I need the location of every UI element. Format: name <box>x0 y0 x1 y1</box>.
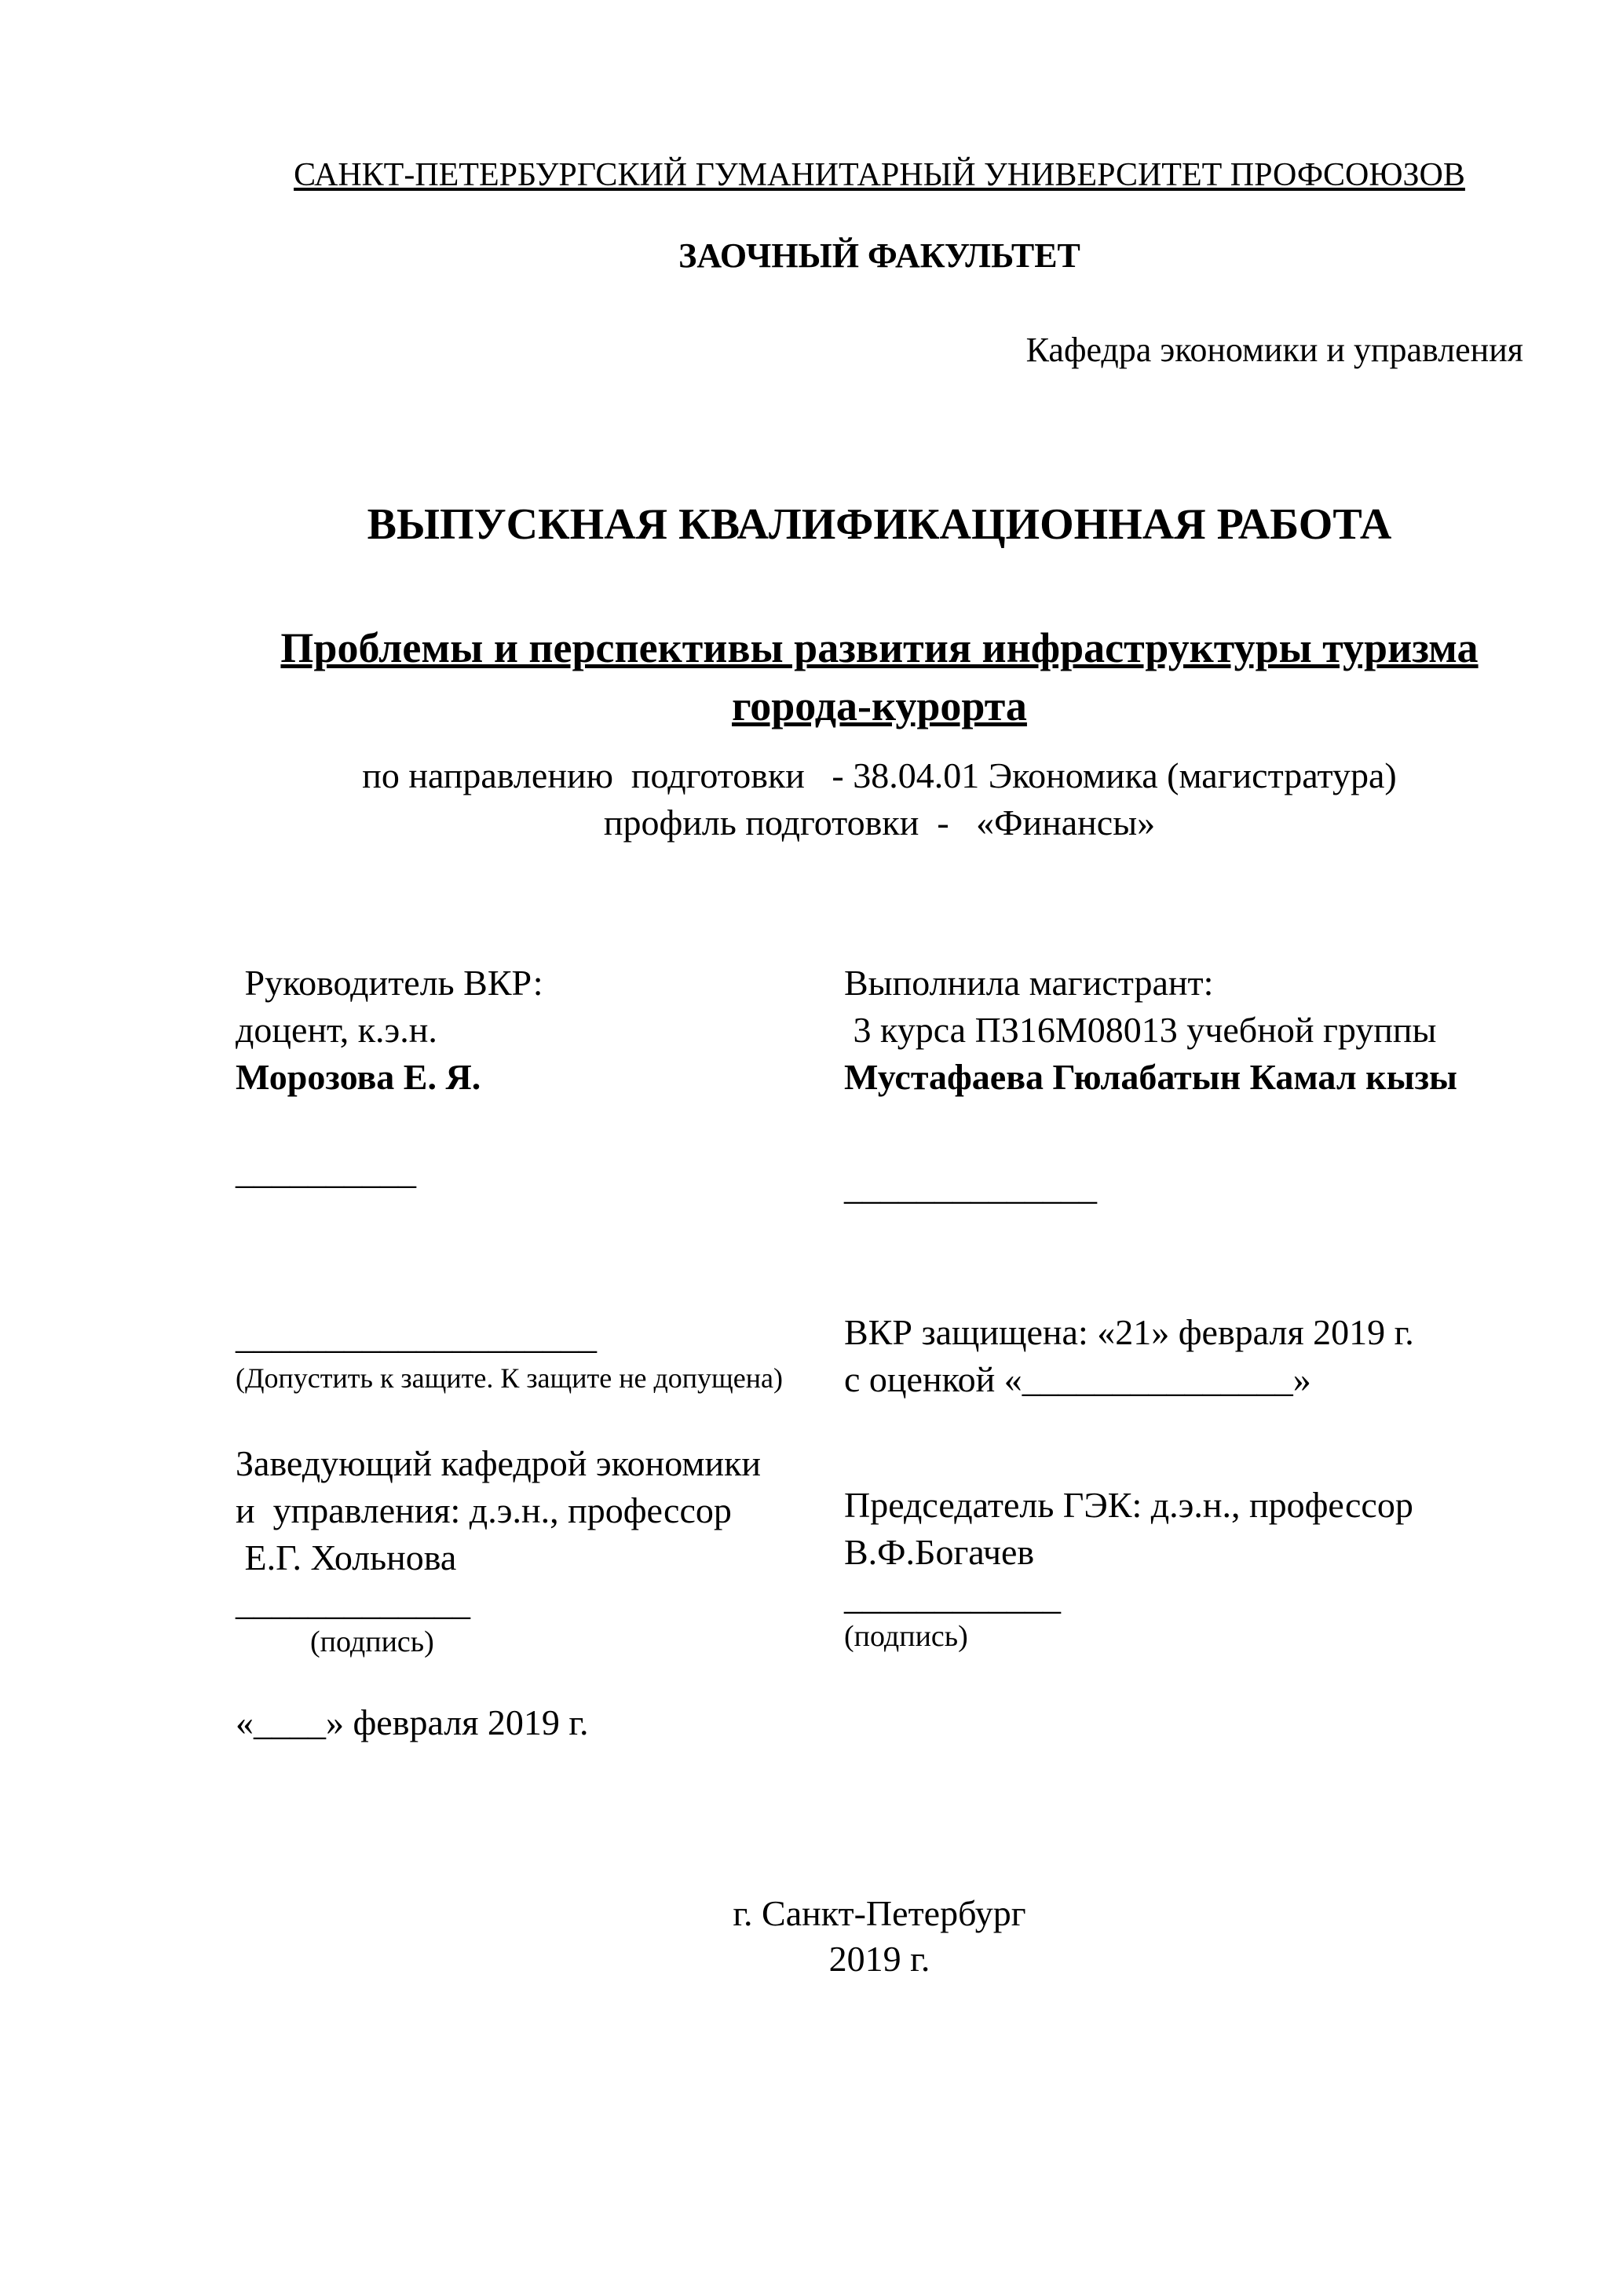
supervisor-signature-line: __________ <box>236 1151 416 1191</box>
university-name: САНКТ-ПЕТЕРБУРГСКИЙ ГУМАНИТАРНЫЙ УНИВЕРСИТЕТ ПРОФСОЮЗОВ <box>294 157 1465 193</box>
department-head-signature-line: _____________ <box>236 1582 470 1622</box>
admission-blank-line: ____________________ <box>236 1316 597 1356</box>
admission-note: (Допустить к защите. К защите не допущена) <box>236 1362 783 1394</box>
supervisor-heading: Руководитель ВКР: <box>236 963 543 1003</box>
footer <box>236 1891 1523 1982</box>
page-content <box>236 0 1523 2296</box>
thesis-title-line-2: города-курорта <box>732 682 1027 729</box>
left-column <box>236 960 844 1746</box>
right-column <box>844 960 1555 1654</box>
student-heading: Выполнила магистрант: <box>844 963 1214 1003</box>
work-type-heading: ВЫПУСКНАЯ КВАЛИФИКАЦИОННАЯ РАБОТА <box>367 500 1392 549</box>
student-name: Мустафаева Гюлабатын Камал кызы <box>844 1057 1457 1097</box>
department-head-signature-label: (подпись) <box>310 1625 434 1658</box>
footer-city: г. Санкт-Петербург <box>733 1893 1026 1933</box>
department-name: Кафедра экономики и управления <box>1025 331 1523 369</box>
chairman-name: В.Ф.Богачев <box>844 1532 1035 1572</box>
department-head-line-2: и управления: д.э.н., профессор <box>236 1490 732 1530</box>
program-direction: по направлению подготовки - 38.04.01 Экономика (магистратура) <box>362 755 1397 795</box>
department-head-line-1: Заведующий кафедрой экономики <box>236 1443 762 1483</box>
footer-year: 2019 г. <box>828 1939 930 1979</box>
chairman-signature-line: ____________ <box>844 1577 1061 1617</box>
program-info <box>236 752 1523 846</box>
supervisor-degree: доцент, к.э.н. <box>236 1010 437 1050</box>
faculty-name: ЗАОЧНЫЙ ФАКУЛЬТЕТ <box>678 236 1080 275</box>
admission-date-line: «____» февраля 2019 г. <box>236 1702 589 1742</box>
program-profile: профиль подготовки - «Финансы» <box>603 803 1156 843</box>
chairman-title-line: Председатель ГЭК: д.э.н., профессор <box>844 1485 1413 1525</box>
thesis-title-line-1: Проблемы и перспективы развития инфраструктуры туризма <box>280 624 1479 671</box>
chairman-signature-label: (подпись) <box>844 1620 968 1653</box>
defense-date-line: ВКР защищена: «21» февраля 2019 г. <box>844 1312 1414 1352</box>
department-head-name: Е.Г. Хольнова <box>236 1537 457 1578</box>
student-signature-line: ______________ <box>844 1167 1097 1207</box>
thesis-title <box>236 619 1523 735</box>
student-group: 3 курса ПЗ16М08013 учебной группы <box>844 1010 1437 1050</box>
defense-grade-line: с оценкой «_______________» <box>844 1359 1311 1399</box>
supervisor-name: Морозова Е. Я. <box>236 1057 481 1097</box>
